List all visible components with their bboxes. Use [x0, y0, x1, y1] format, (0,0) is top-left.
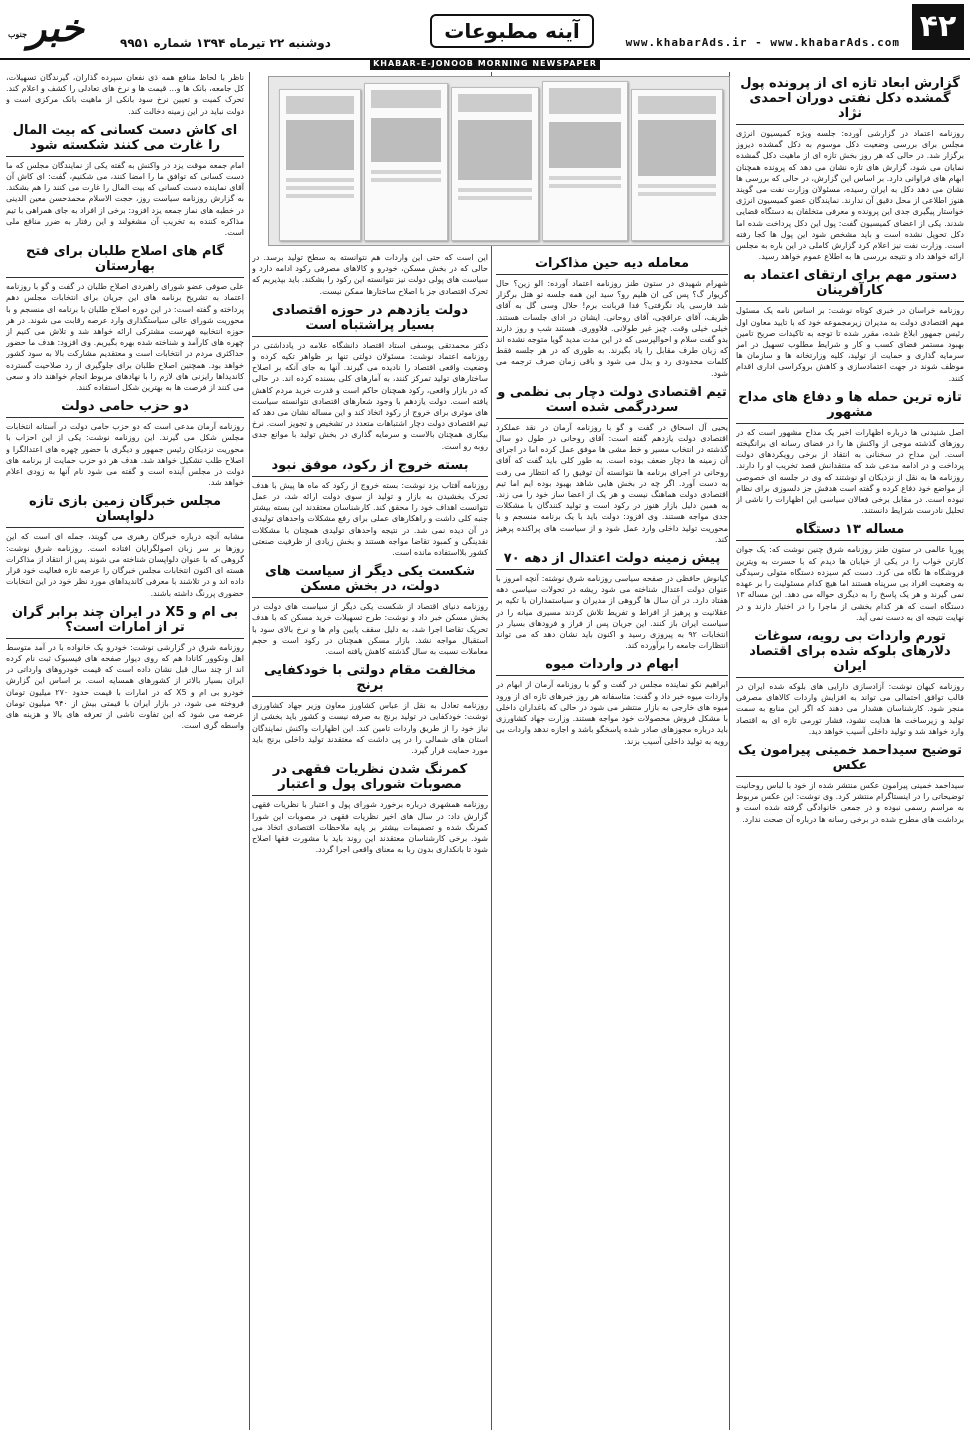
article-body: روزنامه شرق در گزارشی نوشت: خودرو یک خانواده با در آمد متوسط اهل ونکوور کانادا هم که روی دیوار صفحه های فیسبوک ثبت نام کرده اند از چند سال قبل نشان داده است که قیمت خودروهای وارداتی در ایران بسیار بالاتر از کشورهای همسایه است. بر اساس این گزارش خودرو بی ام و X5 که در امارات با قیمت حدود ۲۷۰ میلیون تومان فروخته می شود، در بازار ایران با قیمتی بیش از ۹۴۰ میلیون تومان عرضه می شود که این تفاوت ناشی از تعرفه های بالا و هزینه های واسطه گری است.: [6, 642, 244, 731]
article-body: شهرام شهیدی در ستون طنز روزنامه اعتماد آورده: الو زین؟ حال گریوار گ؟ پس کی ان هلیم رو؟ سید این همه جلسه تو هتل برگزار شد فارسی یاد نگرفتی؟ فدا قربانت برم! حلال وسی گل به آقای ظریف، آقای عراقچی، آقای روحانی. ایشان در ادای جلسات هستند. خیلی خیلی وقت. چیز غیر طولانی. فلاووری. هستند شب و روز دارند بدو گفت سلام و احوالپرسی که در این مدت مدید گویا متوجه نشده اند که زبان طرف مقابل را یاد بگیرند. به طوری که در هر جلسه فقط کلمات محدودی رد و بدل می شود و باقی زمان صرف ترجمه می شود.: [496, 279, 728, 378]
article-headline: گام های اصلاح طلبان برای فتح بهارستان: [6, 244, 244, 278]
page-header: [0, 0, 970, 60]
article-headline: ای کاش دست کسانی که بیت المال را غارت می کنند شکسته شود: [6, 123, 244, 157]
article-body: روزنامه همشهری درباره برخورد شورای پول و اعتبار با نظریات فقهی گزارش داد: در سال های اخیر نظریات فقهی در مصوبات این شورا کمرنگ شده و تصمیمات بیشتر بر پایه ملاحظات اقتصادی اتخاذ می شود. برخی کارشناسان معتقدند این روند باید با مشورت فقها اصلاح شود تا بانکداری بدون ربا به معنای واقعی اجرا گردد.: [252, 800, 488, 855]
article-body: مشابه آنچه درباره خبرگان رهبری می گویند، جمله ای است که این روزها بر سر زبان اصولگرایان افتاده است. روزنامه شرق نوشت: گروهی که با عنوان دلواپسان شناخته می شوند پس از انتقاد از مذاکرات هسته ای اکنون انتخابات مجلس خبرگان را عرصه تازه فعالیت خود قرار داده اند و در تلاشند با معرفی کاندیداهای مورد نظر خود در این انتخابات حضوری پررنگ داشته باشند.: [6, 532, 244, 598]
site-url[interactable]: www.khabarAds.ir - www.khabarAds.com: [625, 36, 900, 49]
article-headline: معامله دیه حین مذاکرات: [496, 256, 728, 275]
article-headline: بی ام و X5 در ایران چند برابر گران تر از امارات است؟: [6, 605, 244, 639]
column-2: [496, 252, 728, 1430]
article-body: روزنامه کیهان نوشت: آزادسازی دارایی های بلوکه شده ایران در قالب توافق احتمالی می تواند به افزایش واردات کالاهای مصرفی منجر شود. کارشناسان هشدار می دهند که اگر این منابع به سمت تولید و زیرساخت ها هدایت نشود، فشار تورمی تازه ای به اقتصاد وارد خواهد شد و تولید داخلی آسیب خواهد دید.: [736, 681, 964, 736]
article-body: یحیی آل اسحاق در گفت و گو با روزنامه آرمان در نقد عملکرد اقتصادی دولت یازدهم گفته است: آقای روحانی در طول دو سال گذشته در انتخاب مسیر و خط مشی ها موفق عمل کرده اما در اجرای آن زمینه ها دچار ضعف بوده است. به طور کلی باید گفت که آقای روحانی در اجرای برنامه ها نتوانسته آن توفیق را که انتظار می رفت به دست آورد. اگر چه در بخش هایی شاهد بهبود بوده ایم اما تیم اقتصادی دولت هماهنگ نیست و هر یک از اعضا ساز خود را می زند. به همین دلیل بازار هنوز در رکود است و تولید کنندگان با مشکلات جدی مواجه هستند. وی افزود: دولت باید با یک برنامه منسجم و با محوریت تولید داخلی وارد عمل شود و از سیاست های پراکنده پرهیز کند.: [496, 422, 728, 544]
article-headline: مساله ۱۳ دستگاه: [736, 522, 964, 541]
issue-info: دوشنبه ۲۲ تیرماه ۱۳۹۴ شماره ۹۹۵۱: [120, 36, 331, 50]
newspaper-image: [631, 89, 723, 241]
column-divider: [249, 72, 250, 1430]
article-body: روزنامه دنیای اقتصاد از شکست یکی دیگر از سیاست های دولت در بخش مسکن خبر داد و نوشت: طرح تسهیلات خرید مسکن که با هدف تحریک تقاضا اجرا شد، به دلیل سقف پایین وام ها و نرخ بالای سود با استقبال مواجه نشد. بازار مسکن همچنان در رکود است و حجم معاملات نسبت به سال گذشته کاهش یافته است.: [252, 602, 488, 657]
section-title: آینه مطبوعات: [430, 14, 594, 48]
article-body: کیانوش حافظی در صفحه سیاسی روزنامه شرق نوشته: آنچه امروز با عنوان دولت اعتدال شناخته می شود ریشه در تحولات سیاسی دهه هفتاد دارد. در آن سال ها گروهی از مدیران و سیاستمداران با تکیه بر عقلانیت و پرهیز از افراط و تفریط تلاش کردند مسیری میانه را در سیاست ایران باز کنند. این جریان پس از فراز و فرودهای بسیار در انتخابات ۹۲ به پیروزی رسید و اکنون باید نشان دهد که می تواند انتظارات جامعه را برآورده کند.: [496, 574, 728, 651]
column-1: [736, 72, 964, 1430]
article-headline: مخالفت مقام دولتی با خودکفایی برنج: [252, 663, 488, 697]
newspaper-tagline: KHABAR-E-JONOOB MORNING NEWSPAPER: [370, 58, 600, 70]
newspaper-image: [451, 87, 539, 241]
newspaper-logo: [6, 2, 106, 54]
article-headline: بسته خروج از رکود، موفق نبود: [252, 458, 488, 477]
article-headline: کمرنگ شدن نظریات فقهی در مصوبات شورای پول و اعتبار: [252, 762, 488, 796]
article-body: روزنامه تعادل به نقل از عباس کشاورز معاون وزیر جهاد کشاورزی نوشت: خودکفایی در تولید برنج به صرفه نیست و کشور باید بخشی از نیاز خود را از طریق واردات تامین کند. این اظهارات واکنش نمایندگان استان های شمالی را در پی داشت که معتقدند تولید داخلی برنج باید مورد حمایت قرار گیرد.: [252, 701, 488, 756]
column-3: [252, 252, 488, 1430]
column-divider: [729, 72, 730, 1430]
article-body: ناظر با لحاظ منافع همه ذی نفعان سپرده گذاران، گیرندگان تسهیلات، کل جامعه، بانک ها و... قیمت ها و نرخ های تعادلی را کشف و اعلام کند. تحرک کمیت و تعیین نرخ سود بانکی از ماهیت بانک مرکزی است و دولت نباید در این زمینه دخالت کند.: [6, 73, 244, 116]
newspaper-image: [542, 81, 628, 241]
article-headline: مجلس خبرگان زمین بازی تازه دلواپسان: [6, 494, 244, 528]
article-body: پوریا عالمی در ستون طنز روزنامه شرق چنین نوشت که: یک جوان کارتن خواب را در یکی از خیابان ها دیدم که با حسرت به ویترین فروشگاه ها نگاه می کرد. دست کم سیزده دستگاه متولی رسیدگی به وضعیت افراد بی سرپناه هستند اما هیچ کدام مسئولیت را بر عهده نمی گیرند و هر یک پاسخ را به دیگری حواله می دهد. این مساله ۱۳ دستگاه است که هر کدام بخشی از ماجرا را در اختیار دارند و در نهایت نتیجه ای به دست نمی آید.: [736, 545, 964, 622]
article-headline: دولت یازدهم در حوزه اقتصادی بسیار پراشتباه است: [252, 303, 488, 337]
article-body: روزنامه آفتاب یزد نوشت: بسته خروج از رکود که ماه ها پیش با هدف تحرک بخشیدن به بازار و تولید از سوی دولت ارائه شد، در عمل نتوانست اهداف خود را محقق کند. کارشناسان معتقدند این بسته بیشتر جنبه کلی داشت و راهکارهای عملی برای رفع مشکلات واحدهای تولیدی در آن دیده نمی شد. در نتیجه واحدهای تولیدی همچنان با مشکلات نقدینگی و کمبود تقاضا مواجه هستند و بخش زیادی از ظرفیت صنعتی کشور بلااستفاده مانده است.: [252, 480, 488, 558]
logo-small-label: جنوب: [8, 29, 28, 39]
article-headline: تورم واردات بی رویه، سوغات دلارهای بلوکه شده برای اقتصاد ایران: [736, 629, 964, 678]
article-body: ابراهیم نکو نماینده مجلس در گفت و گو با روزنامه آرمان از ابهام در واردات میوه خبر داد و گفت: متاسفانه هر روز خبرهای تازه ای از ورود میوه های خارجی به بازار منتشر می شود در حالی که باغداران داخلی با مشکل فروش محصولات خود مواجه هستند. وزارت جهاد کشاورزی باید درباره مجوزهای صادر شده پاسخگو باشد و اجازه ندهد واردات بی رویه به تولید داخلی آسیب بزند.: [496, 680, 728, 746]
article-headline: شکست یکی دیگر از سیاست های دولت، در بخش مسکن: [252, 564, 488, 598]
article-body: اصل شنیدنی ها درباره اظهارات اخیر یک مداح مشهور است که در روزهای گذشته موجی از واکنش ها را در فضای رسانه ای برانگیخته است. این مداح در سخنانی به انتقاد از برخی رویکردهای دولت پرداخت و در ادامه مدعی شد که منتقدانش قصد تخریب او را دارند. روزنامه ها به نقل از نزدیکان او نوشتند که وی در جلسه ای خصوصی از مواضع خود دفاع کرده و گفته است هدفش جز دلسوزی برای نظام نبوده است. در مقابل برخی فعالان سیاسی این اظهارات را ناشی از تحلیل نادرست شرایط دانستند.: [736, 427, 964, 516]
article-headline: تازه ترین حمله ها و دفاع های مداح مشهور: [736, 390, 964, 424]
article-headline: دستور مهم برای ارتقای اعتماد به کارآفرینان: [736, 268, 964, 302]
logo-text: خبر: [28, 5, 84, 50]
article-body: امام جمعه موقت یزد در واکنش به گفته یکی از نمایندگان مجلس که ما دست کسانی که توافق ما را امضا کنند، می شکنیم، گفت: ای کاش آن آقای نماینده دست کسانی که بیت المال را غارت می کنند را هم بشکند. به گزارش روزنامه سیاست روز، حجت الاسلام محمدحسن معین الدینی در خطبه های نماز جمعه یزد افزود: برخی از افراد به جای همراهی با تیم مذاکره کننده به تخریب آن مشغولند و این رفتار به ضرر منافع ملی است.: [6, 160, 244, 238]
article-body: سیداحمد خمینی پیرامون عکس منتشر شده از خود با لباس روحانیت توضیحاتی را در اینستاگرام منتشر کرد. وی نوشت: این عکس مربوط به مراسم رسمی نبوده و در جمعی خانوادگی گرفته شده است و برداشت های مطرح شده در برخی رسانه ها درباره آن صحت ندارد.: [736, 780, 964, 824]
column-divider: [491, 72, 492, 1430]
article-headline: تیم اقتصادی دولت دچار بی نظمی و سردرگمی شده است: [496, 385, 728, 419]
article-body: روزنامه آرمان مدعی است که دو حزب حامی دولت در آستانه انتخابات مجلس شکل می گیرند. این روزنامه نوشت: یکی از این احزاب با محوریت نزدیکان رئیس جمهور و دیگری با حضور چهره های اعتدالگرا و اصلاح طلب تشکیل خواهد شد. هدف هر دو حزب حمایت از برنامه های دولت در مجلس آینده است و گفته می شود نام آنها به زودی اعلام خواهد شد.: [6, 422, 244, 488]
newspaper-image: [279, 89, 361, 241]
article-body: علی صوفی عضو شورای راهبردی اصلاح طلبان در گفت و گو با روزنامه اعتماد به تشریح برنامه های این جریان برای انتخابات مجلس دهم پرداخته و گفته است: در این دوره اصلاح طلبان با برنامه ای منسجم و با محوریت شورای عالی سیاستگذاری وارد عرصه رقابت می شوند. در هر حوزه انتخابیه فهرست مشترکی ارائه خواهد شد و تلاش می کنیم از چهره های کارآمد و شناخته شده بهره بگیریم. وی افزود: هدف ما حضور حداکثری مردم در انتخابات است و معتقدیم مشارکت بالا به سود کشور خواهد بود. همچنین اصلاح طلبان برای جلوگیری از رد صلاحیت گسترده کاندیداها رایزنی های لازم را با نهادهای مربوط انجام خواهند داد و سعی می کنند از فرصت ها به بهترین شکل استفاده کنند.: [6, 282, 244, 393]
article-headline: دو حزب حامی دولت: [6, 399, 244, 418]
article-headline: پیش زمینه دولت اعتدال از دهه ۷۰: [496, 551, 728, 570]
article-body: دکتر محمدتقی یوسفی استاد اقتصاد دانشگاه علامه در یادداشتی در روزنامه اعتماد نوشت: مسئولان دولتی تنها بر ظواهر تکیه کرده و وضعیت واقعی اقتصاد را نادیده می گیرند. آنها به جای آنکه بر اصلاح ساختارهای تولید تمرکز کنند، به آمارهای کلی بسنده کرده اند. در حالی که در بازار واقعی، رکود همچنان حاکم است و قدرت خرید مردم کاهش یافته است. دولت یازدهم با وجود شعارهای اقتصادی نتوانسته سیاست های موثری برای خروج از رکود اتخاذ کند و این مساله نشان می دهد که تیم اقتصادی دولت دچار اشتباهات متعدد در تشخیص و تجویز است. نرخ بیکاری همچنان بالاست و سرمایه گذاری در بخش تولید با موانع جدی روبه رو است.: [252, 340, 488, 451]
article-body: روزنامه خراسان در خبری کوتاه نوشت: بر اساس نامه یک مسئول مهم اقتصادی دولت به مدیران زیرمجموعه خود که با تایید معاون اول رئیس جمهور ابلاغ شده، مقرر شده تا توجه به تاکیدات صریح تامین بهبود مستمر فضای کسب و کار و شرایط مطلوب تسهیل در امر سرمایه گذاری و حمایت از تولید، کلیه وزارتخانه ها و سازمان ها موظف شوند در جهت اعتمادسازی و کاهش بروکراسی اداری اقدام کنند.: [736, 306, 964, 383]
article-body: روزنامه اعتماد در گزارشی آورده: جلسه ویژه کمیسیون انرژی مجلس برای بررسی وضعیت دکل موسوم به دکل گمشده دیروز برگزار شد. در حالی که هر روز بخش تازه ای از ماهیت دکل گمشده نمایان می شود، گزارش های تازه نشان می دهد که پرونده همچنان ابهام های فراوانی دارد. بر اساس این گزارش، در حالی که بررسی ها نشان می دهد دکل به ایران رسیده، مسئولان وزارت نفت می گویند هنوز اطلاعی از محل دقیق آن ندارند. نمایندگان عضو کمیسیون انرژی خواستار پیگیری جدی این پرونده و معرفی متخلفان به دستگاه قضایی شدند. یکی از اعضای کمیسیون گفت: پول این دکل پرداخت شده اما دکل تحویل نشده است و باید مشخص شود این پول ها کجا رفته است. وزارت نفت نیز اعلام کرد گزارش کاملی در این باره به مجلس ارائه خواهد داد و نتیجه بررسی ها به اطلاع عموم خواهد رسید.: [736, 129, 964, 262]
article-headline: توضیح سیداحمد خمینی پیرامون یک عکس: [736, 743, 964, 777]
article-headline: گزارش ابعاد تازه ای از پرونده پول گمشده دکل نفتی دوران احمدی نژاد: [736, 76, 964, 125]
newspapers-photo: [268, 76, 730, 246]
newspaper-image: [364, 83, 448, 241]
page-number: ۴۲: [912, 4, 964, 50]
column-4: [6, 72, 244, 1430]
article-headline: ابهام در واردات میوه: [496, 657, 728, 676]
article-body: این است که حتی این واردات هم نتوانسته به سطح تولید برسد. در حالی که در بخش مسکن، خودرو و کالاهای مصرفی رکود ادامه دارد و سیاست های پولی دولت نیز نتوانسته این رکود را بشکند. باید بپذیریم که تحرک اقتصادی جز با اصلاح ساختارها ممکن نیست.: [252, 253, 488, 296]
